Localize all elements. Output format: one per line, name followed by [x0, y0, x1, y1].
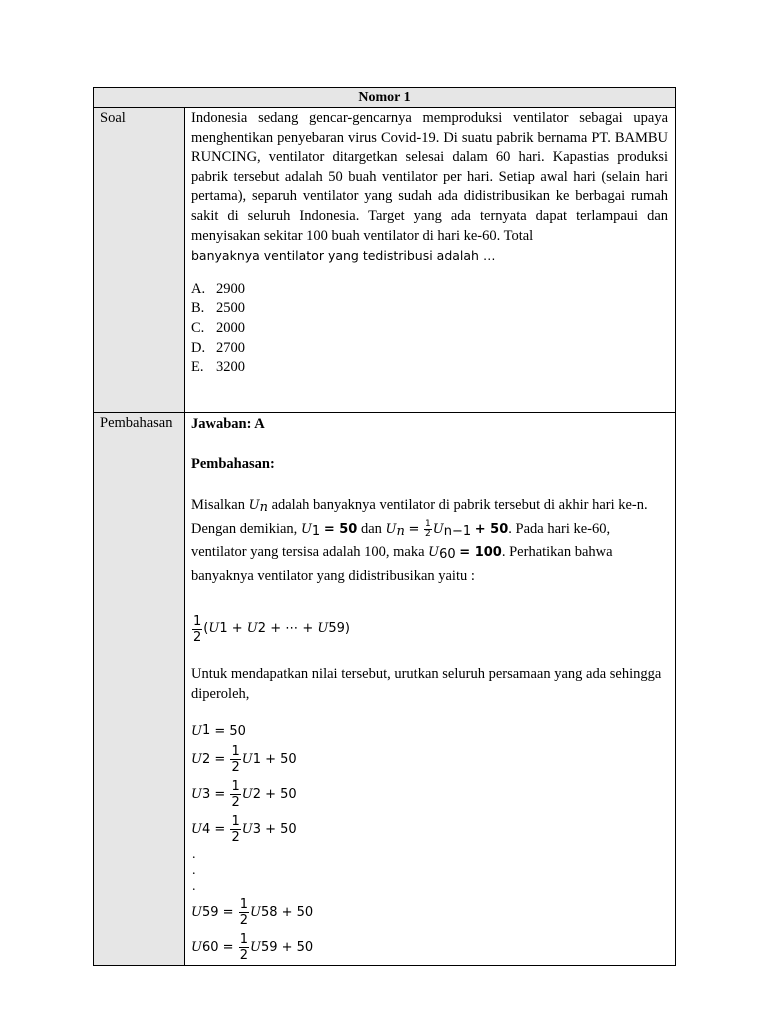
pembahasan-content: [185, 413, 676, 966]
pembahasan-heading: Pembahasan:: [191, 455, 275, 472]
option-b: B. 2500: [191, 300, 245, 317]
option-c: C. 2000: [191, 319, 245, 336]
soal-label: Soal: [94, 108, 185, 413]
equation-u2: U 2 = $\frac{1}{2}$ U 1 + 50: [191, 744, 297, 776]
option-d: D. 2700: [191, 339, 245, 356]
equation-u4: U 4 = $\frac{1}{2}$ U 3 + 50: [191, 814, 297, 846]
answer-options: [191, 280, 668, 378]
ellipsis-dot: .: [192, 847, 196, 863]
equation-u59: U 59 = $\frac{1}{2}$ U 58 + 50: [191, 897, 314, 929]
fraction-half: $\frac{1}{2}$: [425, 518, 431, 539]
option-a: A. 2900: [191, 280, 245, 297]
soal-text-tail: banyaknya ventilator yang tedistribusi adalah …: [191, 248, 496, 264]
pembahasan-label: Pembahasan: [94, 413, 185, 966]
equation-u3: U 3 = $\frac{1}{2}$ U 2 + 50: [191, 779, 297, 811]
ellipsis-dot: .: [192, 879, 196, 895]
explanation-paragraph-1: Misalkan $U_n$ adalah banyaknya ventilator di pabrik tersebut di akhir hari ke-n. Dengan demikian, $U_1 = 50$ dan $U_n$ = $\frac{1}{2}$ $U_{n-1} + 50$. Pada hari ke-60, ventilator yang tersisa adalah 100, maka $U_{60} = 100$. Perhatikan bahwa banyaknya ventilator yang didistribusikan yaitu :: [191, 497, 648, 584]
equation-u60: U 60 = $\frac{1}{2}$ U 59 + 50: [191, 932, 314, 964]
equation-u1: U 1 = 50: [191, 723, 246, 739]
explanation-paragraph-2: Untuk mendapatkan nilai tersebut, urutkan seluruh persamaan yang ada sehingga diperoleh,: [191, 666, 662, 702]
soal-content: [185, 108, 676, 413]
ellipsis-dot: .: [192, 863, 196, 879]
soal-text: Indonesia sedang gencar-gencarnya memproduksi ventilator sebagai upaya menghentikan penyebaran virus Covid-19. Di suatu pabrik bernama PT. BAMBU RUNCING, ventilator ditargetkan selesai dalam 60 hari. Kapastias produksi pabrik tersebut adalah 50 buah ventilator per hari. Setiap awal hari (selain hari pertama), separuh ventilator yang sudah ada didistribusikan ke berbagai rumah sakit di seluruh Indonesia. Target yang ada ternyata dapat terlampaui dan menyisakan sekitar 100 buah ventilator di hari ke-60. Total banyaknya ventilator yang tedistribusi adalah …: [191, 110, 669, 264]
answer-line: Jawaban: A: [191, 416, 265, 432]
table-title: Nomor 1: [94, 88, 676, 108]
option-e: E. 3200: [191, 359, 245, 376]
sum-expression: $\frac{1}{2}$ ( U 1 + U 2 + ⋯ + U 59 ): [193, 613, 350, 645]
problem-table: [93, 87, 676, 966]
